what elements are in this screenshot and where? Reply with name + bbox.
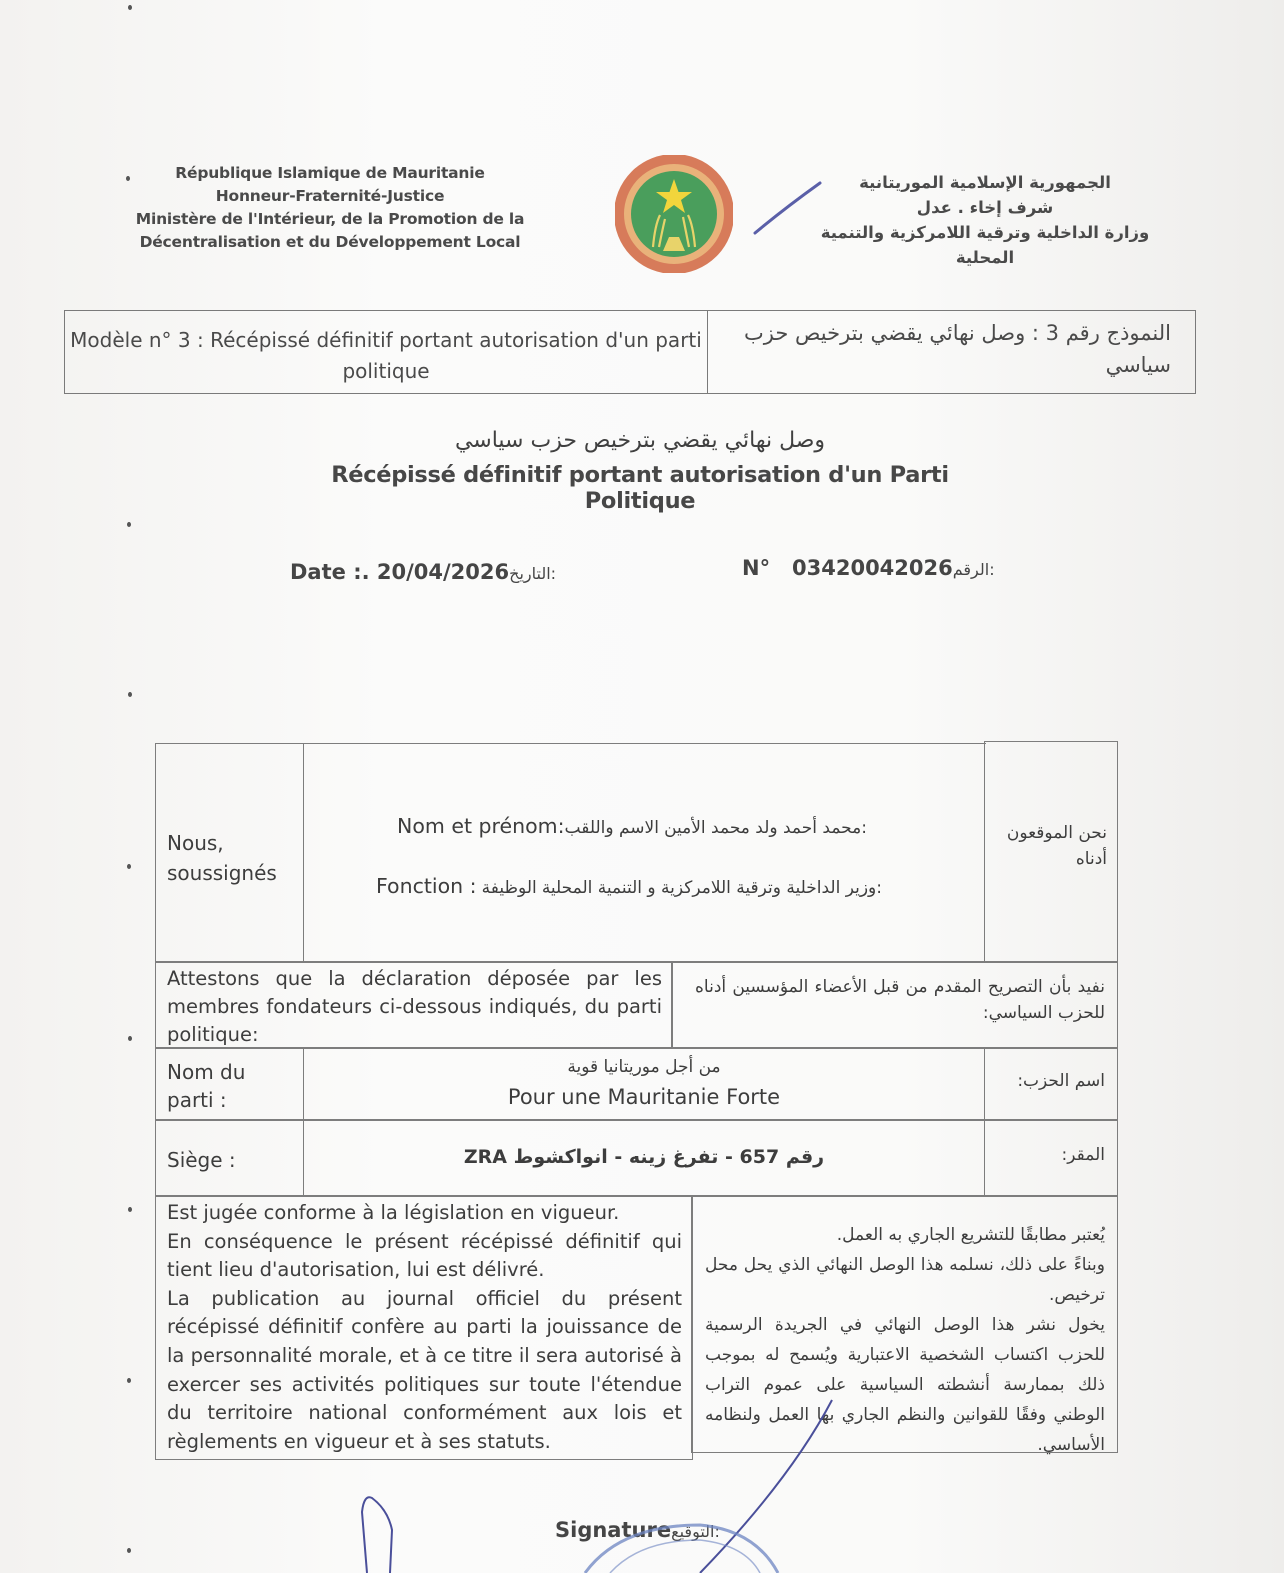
number-label-arabic: الرقم:	[952, 560, 995, 579]
margin-dot	[127, 864, 131, 869]
seat-value: رقم 657 - تفرغ زينه - انواكشوط ZRA	[463, 1146, 825, 1168]
name-label-fr: Nom et prénom:	[397, 814, 565, 838]
conclusion-ar-paragraph: يخول نشر هذا الوصل النهائي في الجريدة الرسمية للحزب اكتساب الشخصية الاعتبارية ويُسمح له بموجب ذلك بممارسة أنشطته السياسية على عموم التراب الوطني وفقًا للقوانين والنظم الجاري بها العمل ولنظامه الأساسي.	[705, 1315, 1105, 1455]
signatories-label-ar: نحن الموقعون أدناه	[1006, 823, 1107, 869]
date-row	[290, 560, 556, 584]
seat-label-fr-cell	[155, 1119, 304, 1197]
party-label-fr-cell	[155, 1047, 304, 1121]
seat-label-ar-cell	[984, 1119, 1118, 1197]
header-fr-line: Honneur-Fraternité-Justice	[215, 187, 445, 205]
signatories-label-ar-cell	[984, 741, 1118, 963]
seat-value-cell	[302, 1119, 986, 1197]
signature-label-arabic: التوقيع:	[671, 1522, 720, 1541]
document-title-french: Récépissé définitif portant autorisation d'un Parti Politique	[331, 462, 949, 514]
header-ar-line: شرف إخاء . عدل	[916, 198, 1054, 217]
margin-dot	[128, 5, 132, 10]
attest-arabic: نفيد بأن التصريح المقدم من قبل الأعضاء المؤسسين أدناه للحزب السياسي:	[695, 977, 1105, 1023]
official-stamp-inner-arc	[610, 1540, 760, 1573]
party-name-arabic: من أجل موريتانيا قوية	[567, 1057, 721, 1077]
attest-french: Attestons que la déclaration déposée par les membres fondateurs ci-dessous indiqués, du parti politique:	[167, 967, 662, 1046]
conclusion-french	[167, 1199, 682, 1456]
margin-dot	[128, 1036, 132, 1041]
function-label-fr: Fonction :	[376, 874, 477, 898]
party-label-ar-cell	[984, 1047, 1118, 1121]
number-row	[742, 556, 995, 580]
margin-dot	[128, 1207, 132, 1212]
name-label-arabic: الاسم واللقب:	[564, 818, 867, 838]
date-label: Date :.	[290, 560, 370, 584]
signatories-label-fr-cell	[155, 743, 304, 963]
party-label-fr: Nom du parti :	[167, 1060, 246, 1112]
function-line	[376, 872, 882, 901]
signature-label	[555, 1518, 720, 1542]
model-title-arabic: النموذج رقم 3 : وصل نهائي يقضي بترخيص حزب سياسي	[744, 321, 1171, 377]
name-value-arabic: محمد أحمد ولد محمد الأمين	[664, 818, 862, 838]
conclusion-ar-paragraph: وبناءً على ذلك، نسلمه هذا الوصل النهائي الذي يحل محل ترخيص.	[705, 1255, 1105, 1305]
signatories-label-fr: Nous, soussignés	[167, 831, 277, 885]
signature-stroke	[362, 1497, 392, 1573]
function-value-arabic: وزير الداخلية وترقية اللامركزية و التنمية المحلية	[541, 878, 877, 898]
name-line	[397, 812, 867, 841]
header-fr-line: Ministère de l'Intérieur, de la Promotion de la	[135, 210, 525, 228]
header-ar-line: وزارة الداخلية وترقية اللامركزية والتنمية المحلية	[820, 223, 1150, 267]
party-name-french: Pour une Mauritanie Forte	[507, 1085, 781, 1109]
attest-ar-cell	[671, 961, 1118, 1049]
margin-dot	[128, 692, 132, 697]
function-label-arabic: الوظيفة:	[481, 878, 882, 898]
conclusion-fr-paragraph: En conséquence le présent récépissé définitif qui tient lieu d'autorisation, lui est délivré.	[167, 1229, 682, 1282]
signature-label-fr: Signature	[555, 1518, 672, 1542]
conclusion-arabic	[705, 1220, 1105, 1460]
header-french	[130, 162, 530, 254]
party-label-arabic: اسم الحزب:	[1017, 1071, 1105, 1091]
header-arabic	[800, 170, 1170, 270]
coat-of-arms-emblem	[615, 155, 733, 273]
margin-dot	[127, 522, 131, 527]
margin-dot	[127, 1378, 131, 1383]
seat-label-arabic: المقر:	[1061, 1145, 1105, 1165]
number-value: 03420042026	[792, 556, 953, 580]
model-box	[64, 310, 1196, 394]
header-ar-line: الجمهورية الإسلامية الموريتانية	[859, 173, 1111, 192]
conclusion-fr-cell	[155, 1195, 693, 1460]
model-title-french: Modèle n° 3 : Récépissé définitif portant autorisation d'un parti politique	[65, 311, 708, 393]
attest-fr-cell	[155, 961, 673, 1049]
document-title-arabic: وصل نهائي يقضي بترخيص حزب سياسي	[454, 428, 826, 453]
date-label-arabic: التاريخ:	[509, 564, 557, 583]
signatories-details-cell	[302, 743, 986, 963]
conclusion-fr-paragraph: Est jugée conforme à la législation en vigueur.	[167, 1201, 620, 1224]
number-label: N°	[742, 556, 771, 580]
conclusion-ar-paragraph: يُعتبر مطابقًا للتشريع الجاري به العمل.	[836, 1225, 1105, 1245]
party-name-cell	[302, 1047, 986, 1121]
conclusion-fr-paragraph: La publication au journal officiel du présent récépissé définitif confère au parti la jouissance de la personnalité morale, et à ce titre il sera autorisé à exercer ses activités politiques sur toute l'étendue du territoire national conformément aux lois et règlements en vigueur et à ses statuts.	[167, 1286, 682, 1453]
header-fr-line: Décentralisation et du Développement Local	[139, 233, 521, 251]
conclusion-ar-cell	[691, 1195, 1118, 1453]
header-fr-line: République Islamique de Mauritanie	[175, 164, 485, 182]
date-value: 20/04/2026	[376, 560, 510, 584]
seat-label-fr: Siège :	[167, 1148, 236, 1172]
margin-dot	[127, 1548, 131, 1553]
